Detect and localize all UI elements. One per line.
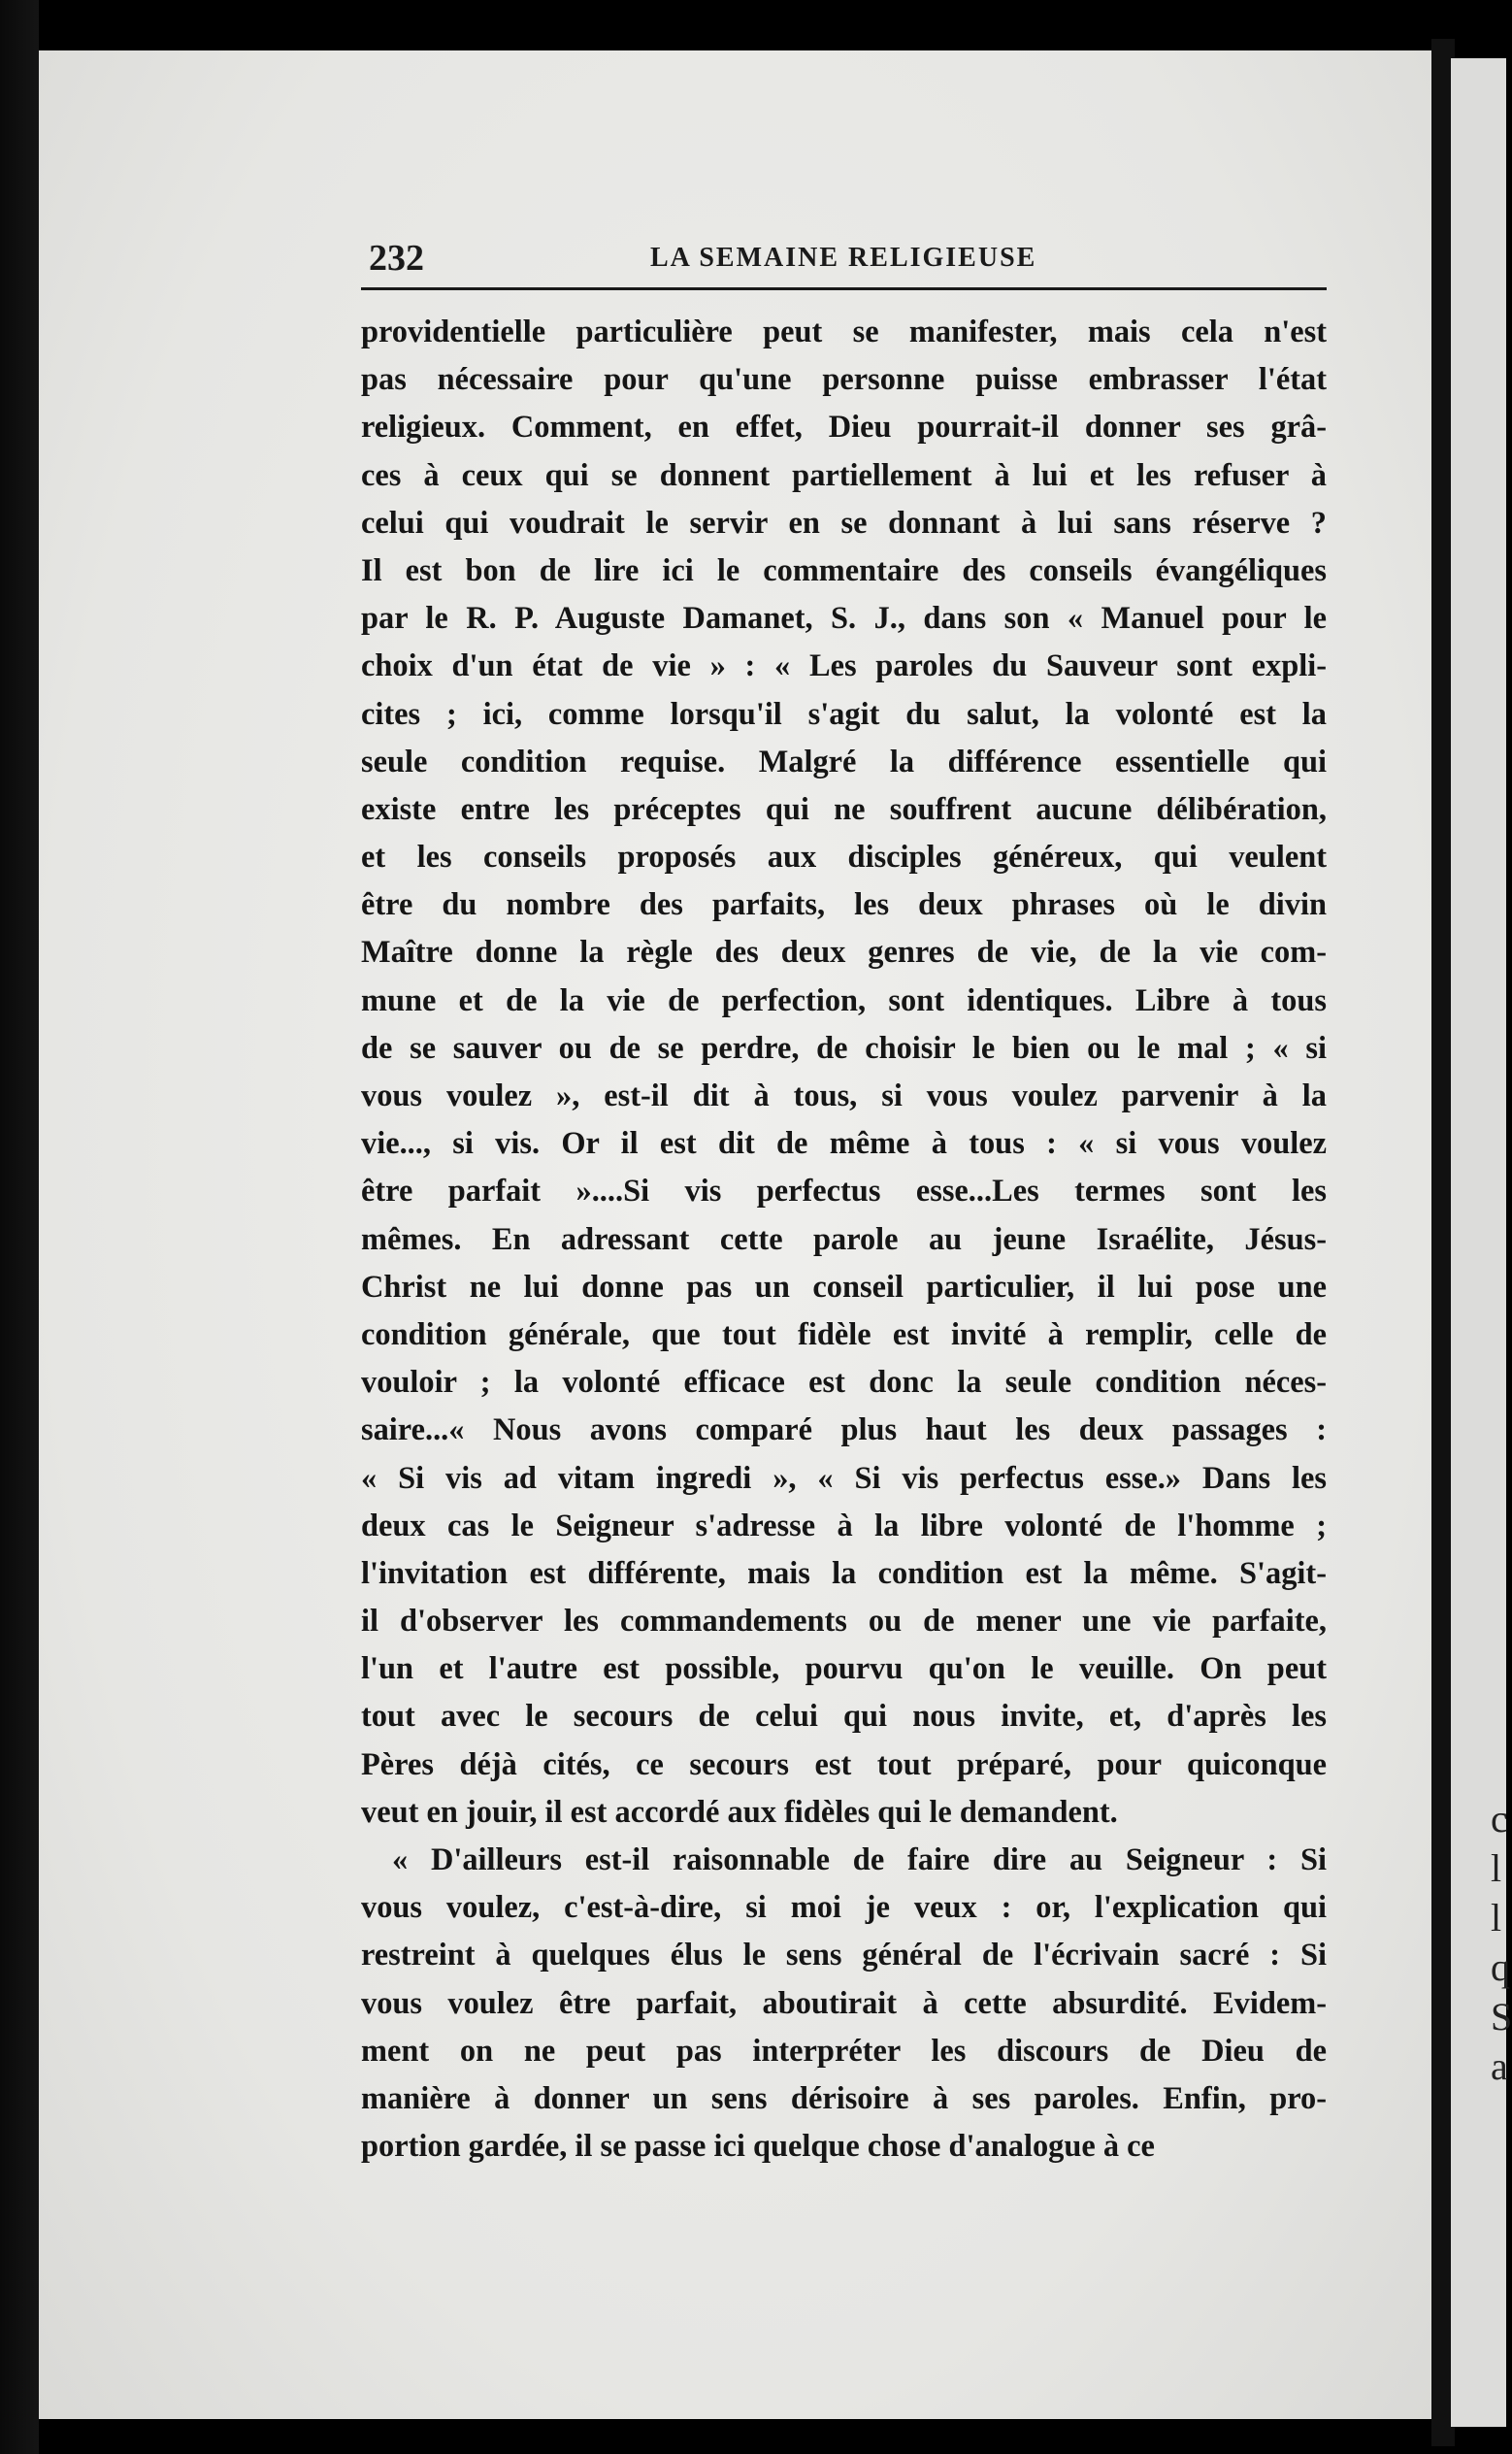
text-line: pas nécessaire pour qu'une personne puisse embrasser l'état xyxy=(361,362,1327,398)
text-line: Il est bon de lire ici le commentaire des conseils évangéliques xyxy=(361,552,1327,588)
text-line: choix d'un état de vie » : « Les paroles du Sauveur sont expli- xyxy=(361,648,1327,684)
facing-letter: S xyxy=(1491,1995,1512,2039)
text-line: et les conseils proposés aux disciples généreux, qui veulent xyxy=(361,840,1327,876)
page-header xyxy=(369,237,1325,285)
facing-letter: l xyxy=(1491,1896,1502,1940)
running-head: LA SEMAINE RELIGIEUSE xyxy=(650,243,1037,273)
facing-letter: a xyxy=(1491,2044,1508,2088)
text-line: religieux. Comment, en effet, Dieu pourrait-il donner ses grâ- xyxy=(361,410,1327,446)
text-line: mune et de la vie de perfection, sont identiques. Libre à tous xyxy=(361,982,1327,1018)
text-line: saire...« Nous avons comparé plus haut les deux passages : xyxy=(361,1412,1327,1448)
text-line: tout avec le secours de celui qui nous invite, et, d'après les xyxy=(361,1699,1327,1735)
text-line: vous voulez », est-il dit à tous, si vous voulez parvenir à la xyxy=(361,1078,1327,1113)
text-line: manière à donner un sens dérisoire à ses paroles. Enfin, pro- xyxy=(361,2080,1327,2116)
text-line: « D'ailleurs est-il raisonnable de faire dire au Seigneur : Si xyxy=(392,1842,1327,1877)
text-line: l'un et l'autre est possible, pourvu qu'on le veuille. On peut xyxy=(361,1651,1327,1687)
text-line: deux cas le Seigneur s'adresse à la libre volonté de l'homme ; xyxy=(361,1508,1327,1543)
facing-letter: c xyxy=(1491,1797,1508,1840)
page-number: 232 xyxy=(369,238,424,279)
text-line: providentielle particulière peut se manifester, mais cela n'est xyxy=(361,315,1327,349)
text-line: cites ; ici, comme lorsqu'il s'agit du salut, la volonté est la xyxy=(361,696,1327,732)
text-line: veut en jouir, il est accordé aux fidèles qui le demandent. xyxy=(361,1794,1118,1830)
text-line: Christ ne lui donne pas un conseil particulier, il lui pose une xyxy=(361,1269,1327,1305)
text-line: il d'observer les commandements ou de mener une vie parfaite, xyxy=(361,1604,1327,1640)
text-line: être parfait »....Si vis perfectus esse...Les termes sont les xyxy=(361,1174,1327,1210)
text-line: ces à ceux qui se donnent partiellement à lui et les refuser à xyxy=(361,457,1327,493)
text-line: celui qui voudrait le servir en se donnant à lui sans réserve ? xyxy=(361,505,1327,541)
body-text xyxy=(361,309,1327,2171)
scan-border-left xyxy=(0,0,39,2454)
facing-letter: q xyxy=(1491,1945,1510,1989)
header-rule xyxy=(361,287,1327,290)
text-line: l'invitation est différente, mais la condition est la même. S'agit- xyxy=(361,1555,1327,1591)
text-line: seule condition requise. Malgré la différence essentielle qui xyxy=(361,744,1327,779)
text-line: condition générale, que tout fidèle est invité à remplir, celle de xyxy=(361,1316,1327,1352)
text-line: « Si vis ad vitam ingredi », « Si vis perfectus esse.» Dans les xyxy=(361,1460,1327,1496)
text-line: vie..., si vis. Or il est dit de même à tous : « si vous voulez xyxy=(361,1126,1327,1162)
text-line: vouloir ; la volonté efficace est donc la seule condition néces- xyxy=(361,1365,1327,1401)
text-line: mêmes. En adressant cette parole au jeune Israélite, Jésus- xyxy=(361,1221,1327,1257)
text-line: par le R. P. Auguste Damanet, S. J., dans son « Manuel pour le xyxy=(361,601,1327,637)
text-line: vous voulez être parfait, aboutirait à cette absurdité. Evidem- xyxy=(361,1985,1327,2021)
text-line: portion gardée, il se passe ici quelque chose d'analogue à ce xyxy=(361,2129,1155,2165)
text-line: Maître donne la règle des deux genres de vie, de la vie com- xyxy=(361,935,1327,971)
text-line: restreint à quelques élus le sens général de l'écrivain sacré : Si xyxy=(361,1938,1327,1973)
facing-letter: l xyxy=(1491,1846,1502,1890)
facing-page-letters xyxy=(1491,1794,1512,2091)
text-line: vous voulez, c'est-à-dire, si moi je veux : or, l'explication qui xyxy=(361,1890,1327,1926)
text-line: de se sauver ou de se perdre, de choisir le bien ou le mal ; « si xyxy=(361,1030,1327,1066)
text-line: ment on ne peut pas interpréter les discours de Dieu de xyxy=(361,2033,1327,2069)
text-line: Pères déjà cités, ce secours est tout préparé, pour quiconque xyxy=(361,1746,1327,1782)
text-line: être du nombre des parfaits, les deux phrases où le divin xyxy=(361,887,1327,923)
text-line: existe entre les préceptes qui ne souffrent aucune délibération, xyxy=(361,791,1327,827)
